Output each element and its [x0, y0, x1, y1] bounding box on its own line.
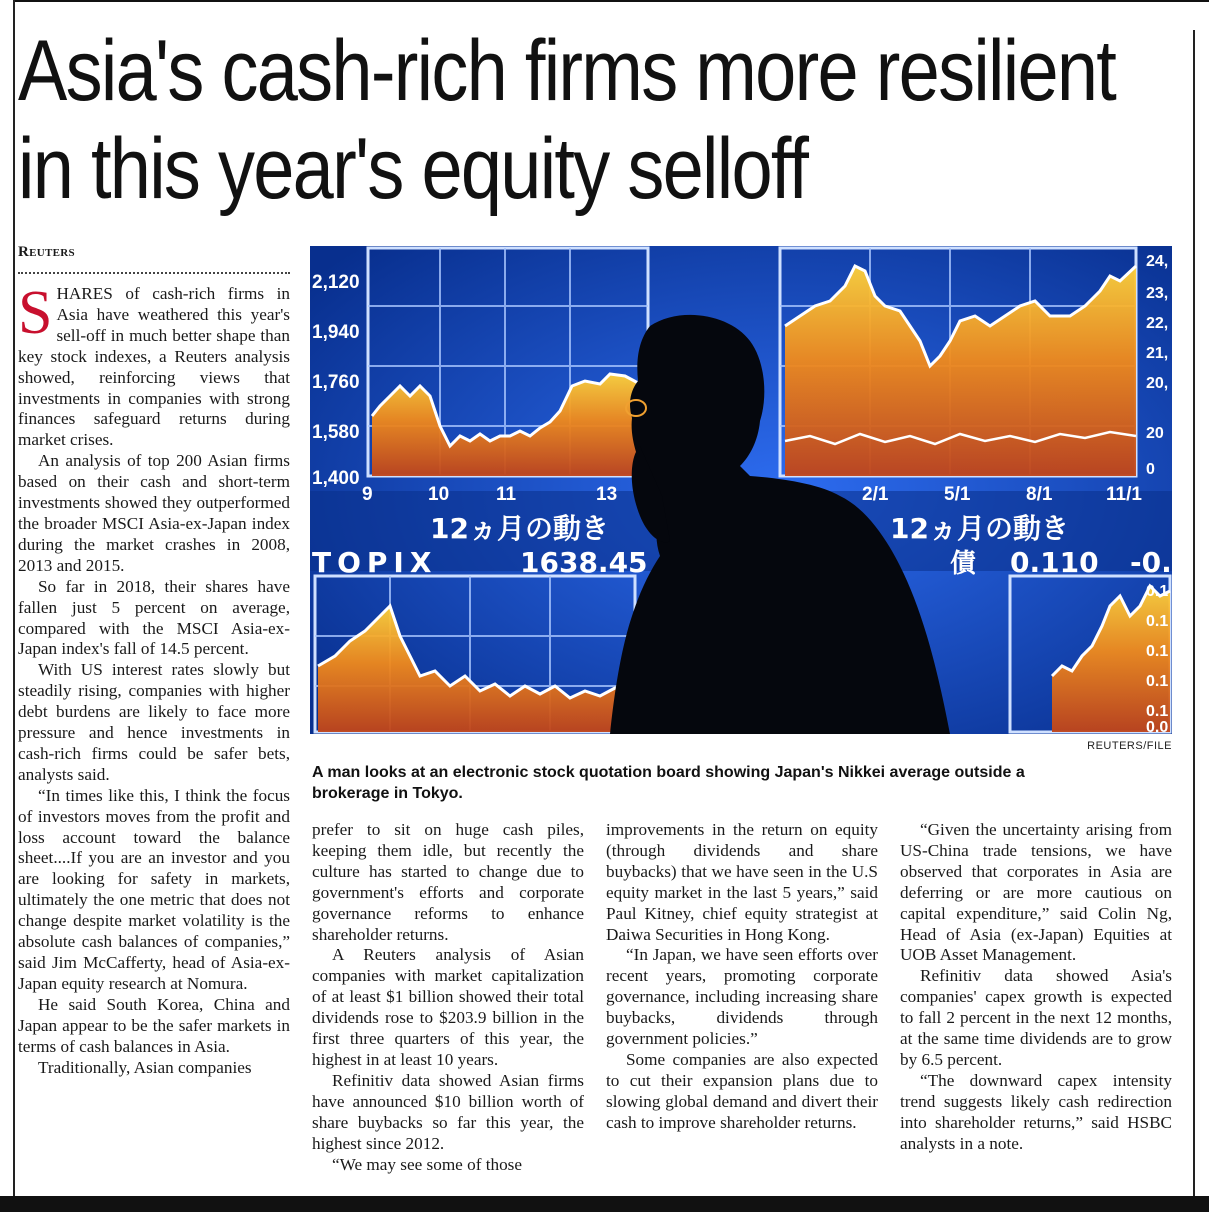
page-top-rule — [0, 0, 1209, 2]
article-column-3 — [606, 820, 878, 1134]
month-label: 2/1 — [862, 484, 889, 505]
article-paragraph: SHARES of cash-rich firms in Asia have weathered this year's sell-off in much better shape than key stock indexes, a Reuters analysis showed, reinforcing views that investments in companies with strong finances safeguard returns during market crises. — [18, 279, 290, 450]
left-axis-label: 1,580 — [312, 422, 360, 443]
month-label: 11/1 — [1106, 484, 1142, 505]
headline-line-1: Asia's cash-rich firms more resilient — [18, 23, 1116, 119]
board-right-value: 0.110 — [1010, 546, 1099, 579]
right-axis-label: 21, — [1146, 345, 1169, 362]
index-name: TOPIX — [312, 546, 438, 579]
month-label: 11 — [496, 484, 517, 505]
right-axis-label: 0.0 — [1146, 719, 1169, 736]
month-label: 13 — [596, 484, 618, 505]
headline-line-2: in this year's equity selloff — [18, 121, 808, 217]
month-label: 9 — [362, 484, 373, 505]
article-column-1 — [18, 279, 290, 1078]
stock-board-illustration — [310, 246, 1192, 736]
article-paragraph: “Given the uncertainty arising from US-China trade tensions, we have observed that corporates in Asia are deferring or are more cautious on capital expenditure,” said Colin Ng, Head of Asia (ex-Japan) Equities at UOB Asset Management. — [900, 820, 1172, 965]
left-axis-label: 1,400 — [312, 468, 360, 489]
article-paragraph: “We may see some of those — [332, 1154, 523, 1174]
right-axis-label: 22, — [1146, 315, 1169, 332]
right-axis-label: 23, — [1146, 285, 1169, 302]
photo-caption: A man looks at an electronic stock quotation board showing Japan's Nikkei average outside a brokerage in Tokyo. — [312, 764, 1025, 802]
article-paragraph: Traditionally, Asian companies — [38, 1057, 252, 1077]
right-axis-label: 20, — [1146, 375, 1169, 392]
article-paragraph: Refinitiv data showed Asian firms have announced $10 billion worth of share buybacks so far this year, the highest since 2012. — [312, 1070, 584, 1153]
right-axis-label: 0 — [1146, 461, 1155, 478]
article-paragraph: An analysis of top 200 Asian firms based on their cash and short-term investments showed they outperformed the broader MSCI Asia-ex-Japan index during the market crashes in 2008, 2013 and 2015. — [18, 451, 290, 575]
article-paragraph: He said South Korea, China and Japan appear to be the safer markets in terms of cash balances in Asia. — [18, 994, 290, 1056]
article-paragraph: So far in 2018, their shares have fallen just 5 percent on average, compared with the MSCI Asia-ex-Japan index's fall of 14.5 percent. — [18, 576, 290, 659]
right-axis-label: 0.1 — [1146, 583, 1169, 600]
article-paragraph: prefer to sit on huge cash piles, keeping them idle, but recently the culture has started to change due to government's efforts and corporate governance reforms to enhance shareholder returns. — [312, 820, 584, 944]
byline: Reuters — [18, 244, 75, 260]
headline — [18, 22, 1116, 218]
page-right-rule — [1193, 30, 1195, 1196]
page-left-border — [0, 0, 15, 1212]
left-axis-label: 1,940 — [312, 322, 360, 343]
right-axis-label: 0.1 — [1146, 673, 1169, 690]
left-axis-label: 2,120 — [312, 272, 360, 293]
board-right-change: -0.0 — [1130, 546, 1192, 579]
board-label-left: 12ヵ月の動き — [430, 512, 609, 545]
page-bottom-band — [0, 1196, 1209, 1212]
article-paragraph: A Reuters analysis of Asian companies with market capitalization of at least $1 billion showed their total dividends rose to $203.9 billion in the first three quarters of this year, the highest in at least 10 years. — [312, 945, 584, 1069]
left-axis-label: 1,760 — [312, 372, 360, 393]
right-axis-label: 0.1 — [1146, 703, 1169, 720]
month-label: 10 — [428, 484, 450, 505]
article-paragraph: improvements in the return on equity (through dividends and share buybacks) that we have seen in the U.S equity market in the last 5 years,” said Paul Kitney, chief equity strategist at Daiwa Securities in Hong Kong. — [606, 820, 878, 944]
article-paragraph: “In Japan, we have seen efforts over recent years, promoting corporate governance, including increasing share buybacks, dividends through government policies.” — [606, 945, 878, 1049]
article-paragraph: With US interest rates slowly but steadily rising, companies with higher debt burdens are likely to face more pressure and hence investments in cash-rich firms could be safer bets, analysts said. — [18, 660, 290, 784]
stock-board-photo — [310, 246, 1192, 736]
byline-dotted-rule — [18, 272, 290, 274]
right-axis-label: 20 — [1146, 425, 1164, 442]
drop-cap: S — [18, 279, 53, 347]
article-paragraph: Refinitiv data showed Asia's companies' capex growth is expected to fall 2 percent in the next 12 months, at the same time dividends are to grow by 6.5 percent. — [900, 966, 1172, 1069]
month-label: 5/1 — [944, 484, 971, 505]
board-label-right: 12ヵ月の動き — [890, 512, 1069, 545]
article-column-4 — [900, 820, 1172, 1155]
right-axis-label: 0.1 — [1146, 643, 1169, 660]
month-label: 8/1 — [1026, 484, 1053, 505]
right-axis-label: 0.1 — [1146, 613, 1169, 630]
right-axis-label: 24, — [1146, 253, 1169, 270]
board-partial-label: 債 — [950, 549, 977, 579]
article-paragraph: “The downward capex intensity trend suggests likely cash redirection into shareholder returns,” said HSBC analysts in a note. — [900, 1070, 1172, 1153]
article-column-2 — [312, 820, 584, 1175]
index-value: 1638.45 — [520, 546, 648, 579]
article-paragraph: Some companies are also expected to cut their expansion plans due to slowing global demand and divert their cash to improve shareholder returns. — [606, 1049, 878, 1132]
article-paragraph: “In times like this, I think the focus of investors moves from the profit and loss account toward the balance sheet....If you are an investor and you are looking for safety in markets, ultimately the one metric that does not change despite market volatility is the absolute cash balances of companies,” said Jim McCafferty, head of Asia-ex-Japan equity research at Nomura. — [18, 785, 290, 993]
photo-credit: REUTERS/FILE — [1087, 740, 1172, 752]
